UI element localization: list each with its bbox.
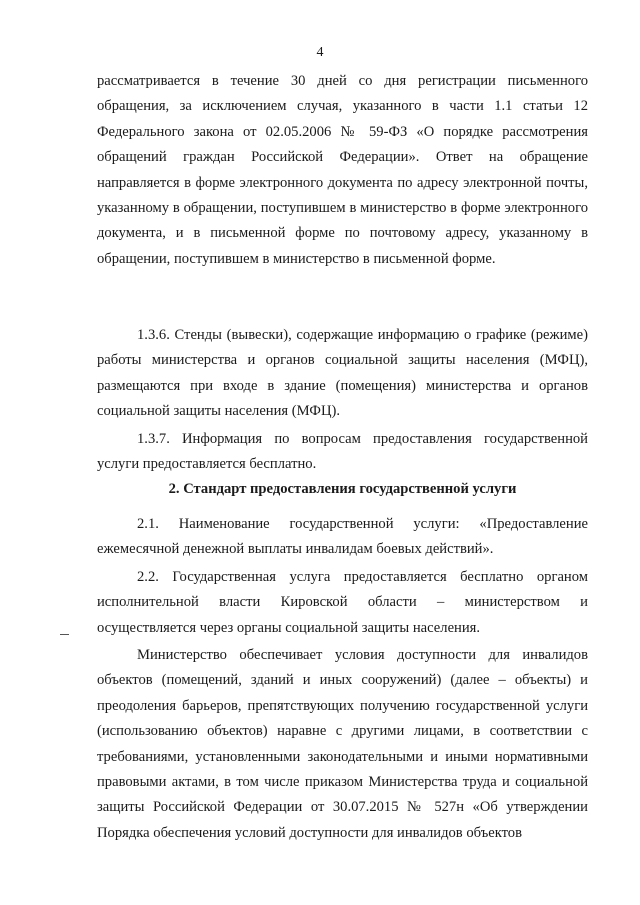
continuation-block	[97, 69, 588, 272]
paragraphs-block	[97, 323, 588, 477]
paragraph-1-3-6: 1.3.6. Стенды (вывески), содержащие информацию о графике (режиме) работы министерства и органов социальной защиты населения (МФЦ), размещаются при входе в здание (помещения) министерства и органов социальной защиты населения (МФЦ).	[97, 327, 588, 420]
paragraph-1-3-7: 1.3.7. Информация по вопросам предоставления государственной услуги предоставляется бесплатно.	[97, 430, 588, 473]
page-number: 4	[316, 45, 324, 60]
paragraph-ministry: Министерство обеспечивает условия доступности для инвалидов объектов (помещений, зданий и иных сооружений) (далее – объекты) и преодоления барьеров, препятствующих получению государственной услуги (использованию объектов) наравне с другими лицами, в соответствии с требованиями, установленными законодательными и иными нормативными правовыми актами, в том числе приказом Министерства труда и социальной защиты Российской Федерации от 30.07.2015 № 527н «Об утверждении Порядка обеспечения условий доступности для инвалидов объектов	[97, 647, 588, 841]
paragraph-2-2: 2.2. Государственная услуга предоставляется бесплатно органом исполнительной власти Кировской области – министерством и осуществляется через органы социальной защиты населения.	[97, 568, 588, 636]
continuation-paragraph: рассматривается в течение 30 дней со дня регистрации письменного обращения, за исключением случая, указанного в части 1.1 статьи 12 Федерального закона от 02.05.2006 № 59-ФЗ «О порядке рассмотрения обращений граждан Российской Федерации». Ответ на обращение направляется в форме электронного документа по адресу электронной почты, указанному в обращении, поступившем в министерство в форме электронного документа, и в письменной форме по почтовому адресу, указанному в обращении, поступившем в министерство в письменной форме.	[97, 73, 588, 267]
section-heading: 2. Стандарт предоставления государственной услуги	[168, 481, 517, 497]
section-body	[97, 512, 588, 846]
margin-mark	[60, 634, 69, 635]
paragraph-2-1: 2.1. Наименование государственной услуги: «Предоставление ежемесячной денежной выплаты инвалидам боевых действий».	[97, 516, 588, 558]
